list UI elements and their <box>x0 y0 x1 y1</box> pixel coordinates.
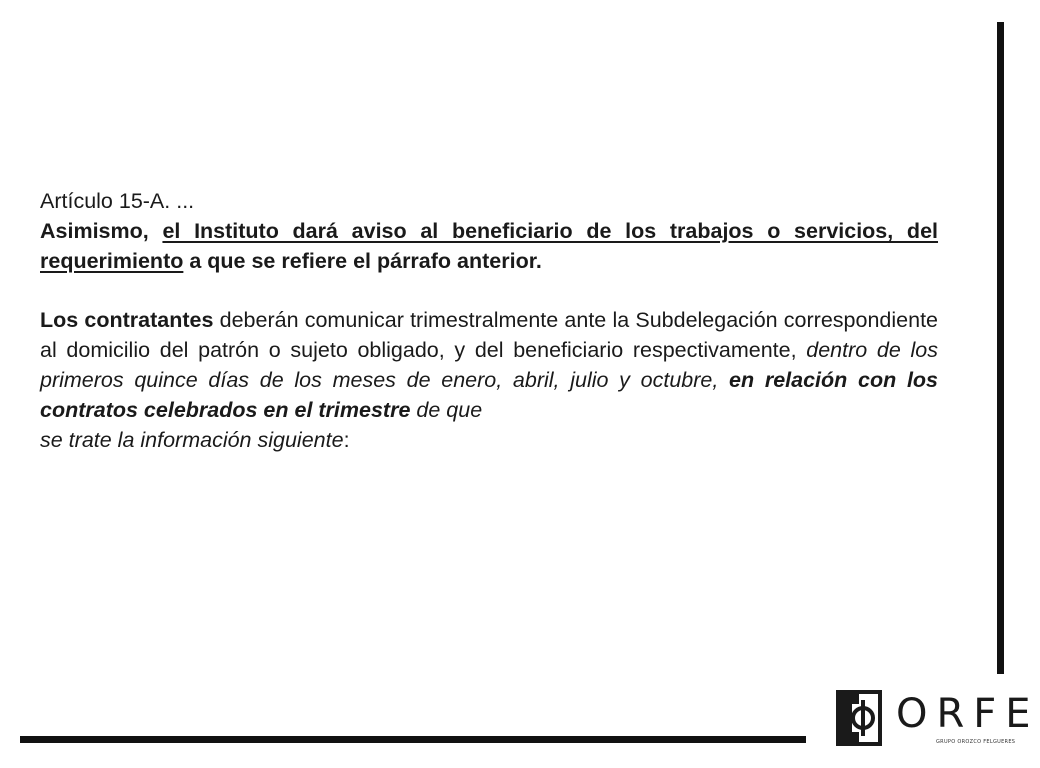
orfe-emblem-icon <box>836 690 882 746</box>
paragraph-1 <box>40 216 938 276</box>
logo-wordmark: ORFE <box>896 691 1040 737</box>
article-heading: Artículo 15-A. ... <box>40 189 195 213</box>
para1-rest: a que se refiere el párrafo anterior. <box>183 249 542 273</box>
para2-bold-italic: en relación con los contratos celebrados en el trimestre <box>40 368 939 422</box>
horizontal-rule <box>20 736 806 743</box>
para2-colon: : <box>343 428 350 452</box>
para1-underlined: el Instituto dará aviso al beneficiario de los trabajos o servicios, del requerimiento <box>40 219 939 273</box>
vertical-rule <box>997 22 1004 674</box>
para1-lead: Asimismo, <box>40 219 163 243</box>
para2-last-line: se trate la información siguiente <box>40 428 344 452</box>
article-content <box>40 186 938 455</box>
para2-lead: Los contratantes <box>40 308 214 332</box>
para2-text: deberán comunicar trimestralmente ante la Subdelegación correspondiente al domicilio del patrón o sujeto obligado, y del beneficiario respectivamente, <box>40 308 938 362</box>
para2-italic: dentro de los primeros quince días de los meses de enero, abril, julio y octubre, <box>40 338 938 392</box>
para2-italic-tail: de que <box>410 398 483 422</box>
paragraph-2-last-line <box>40 425 938 455</box>
orfe-logo <box>836 690 1040 746</box>
logo-subtitle: GRUPO OROZCO FELGUERES <box>936 739 1016 745</box>
paragraph-gap <box>40 276 938 305</box>
paragraph-2 <box>40 305 938 425</box>
